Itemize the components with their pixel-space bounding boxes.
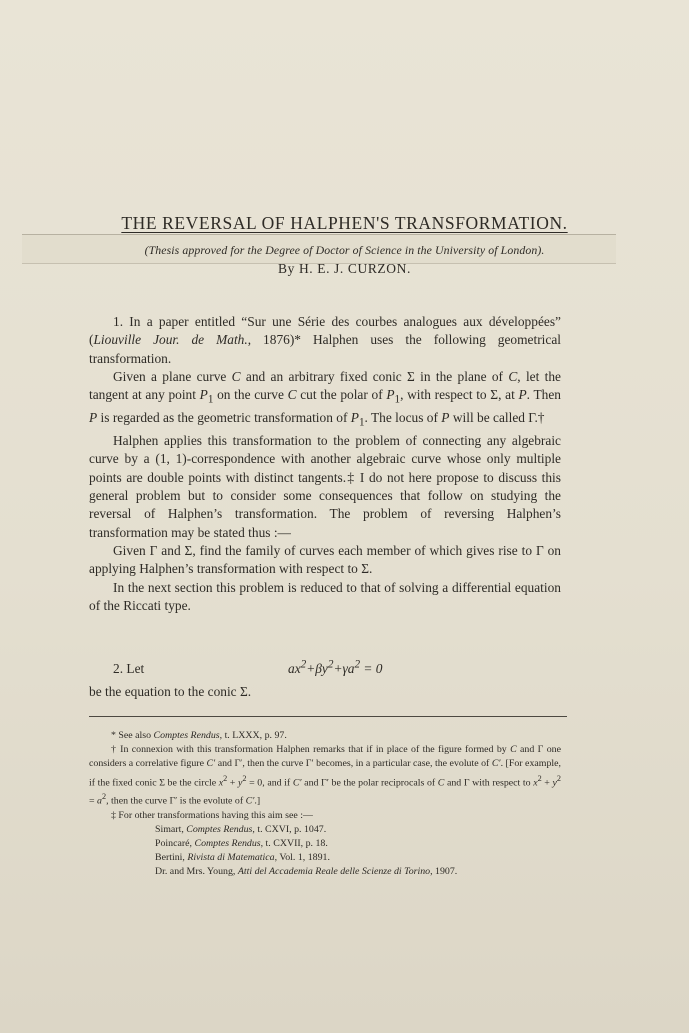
after-equation-text: be the equation to the conic Σ. (89, 684, 252, 699)
italic-text: x (218, 776, 224, 788)
reference-list (89, 823, 561, 880)
italic-text: P (199, 387, 208, 403)
supscript: 2 (327, 659, 334, 671)
italic-text: γa (342, 661, 355, 677)
italic-text: Comptes Rendus (186, 823, 253, 835)
reference-item: Dr. and Mrs. Young, Atti del Accademia Reale delle Scienze di Torino, 1907. (155, 866, 458, 878)
body-text (89, 313, 561, 615)
supscript: 2 (223, 773, 228, 783)
italic-text: P (89, 410, 98, 426)
italic-text: P (518, 387, 527, 403)
body-paragraph: In the next section this problem is reduced to that of solving a differential equation of the Riccati type. (89, 579, 561, 613)
footnote-divider (89, 716, 567, 717)
footnote-list (89, 729, 561, 823)
italic-text: C′ (245, 795, 255, 807)
italic-text: P (441, 410, 450, 426)
italic-text: Comptes Rendus (194, 838, 261, 850)
italic-text: C′ (206, 758, 216, 770)
author-line: By H. E. J. CURZON. (278, 261, 411, 276)
italic-text: C (231, 368, 241, 384)
subscript: 1 (207, 393, 214, 406)
italic-text: C (508, 368, 518, 384)
italic-text: Rivista di Matematica (187, 852, 275, 864)
body-paragraph: Given Γ and Σ, find the family of curves each member of which gives rise to Γ on applying Halphen’s transformation with respect to Σ. (89, 542, 561, 577)
italic-text: y (552, 776, 557, 788)
italic-text: y (238, 776, 243, 788)
italic-text: C (437, 776, 445, 788)
footnote: † In connexion with this transformation Halphen remarks that if in place of the figure formed by C and Γ one considers a correlative figure C′ and Γ′, then the curve Γ′ becomes, in a particular case, the evolute of C′. [For example, if the fixed conic Σ be the circle $x^2 + y^2 = 0$, and if C′ and Γ′ be the polar reciprocals of C and Γ with respect to $x^2 + y^2 = a^2$, then the curve Γ′ is the evolute of C′.] (89, 744, 562, 807)
reference-item: Poincaré, Comptes Rendus, t. CXVII, p. 18. (155, 838, 328, 850)
italic-text: P (386, 387, 395, 403)
reference-item: Simart, Comptes Rendus, t. CXVI, p. 1047. (155, 823, 327, 835)
supscript: 2 (101, 792, 107, 802)
italic-text: C′ (491, 758, 501, 770)
body-paragraph: 1. In a paper entitled “Sur une Série des courbes analogues aux développées” (Liouville Jour. de Math., 1876)* Halphen uses the following geometrical transformation. (89, 314, 561, 366)
supscript: 2 (556, 773, 562, 783)
italic-text: a (97, 795, 102, 807)
italic-text: C (287, 387, 297, 403)
footnote: * See also Comptes Rendus, t. LXXX, p. 97. (111, 730, 287, 741)
supscript: 2 (537, 773, 542, 783)
italic-text: P (350, 410, 359, 426)
body-paragraph: Given a plane curve C and an arbitrary fixed conic Σ in the plane of C, let the tangent at any point $P_1$ on the curve C cut the polar of $P_1$, with respect to Σ, at P. Then P is regarded as the geometric transformation of $P_1$. The locus of P will be called Γ.† (89, 368, 561, 429)
subscript: 1 (358, 416, 365, 429)
paper-subtitle: (Thesis approved for the Degree of Doctor of Science in the University of London). (144, 243, 545, 257)
italic-text: x (533, 776, 538, 788)
subscript: 1 (394, 393, 401, 406)
supscript: 2 (242, 773, 247, 783)
supscript: 2 (354, 659, 361, 671)
supscript: 2 (300, 659, 307, 671)
footnotes (89, 729, 561, 880)
body-paragraph: Halphen applies this transformation to the problem of connecting any algebraic curve by a (1, 1)-correspondence with another algebraic curve whose only multiple points are double points with distinct tangents.‡ I do not here propose to discuss this general problem but to consider some consequences that follow on studying the reversal of Halphen’s transformation. The problem of reversing Halphen’s transformation may be stated thus :— (89, 433, 561, 540)
italic-text: βy (315, 661, 328, 677)
reference-item: Bertini, Rivista di Matematica, Vol. 1, 1891. (155, 852, 330, 864)
conic-equation: $ax^2+\beta y^2+\gamma a^2 = 0$ (288, 659, 383, 677)
italic-text: Comptes Rendus (153, 730, 220, 741)
italic-text: Liouville Jour. de Math. (93, 332, 248, 348)
italic-text: C′ (292, 776, 302, 788)
footnote: ‡ For other transformations having this aim see :— (111, 809, 313, 821)
paper-title: THE REVERSAL OF HALPHEN'S TRANSFORMATION. (121, 213, 568, 233)
italic-text: C (510, 744, 517, 756)
section-2-equation-row (113, 659, 553, 677)
italic-text: Atti del Accademia Reale delle Scienze di Torino (237, 866, 431, 878)
italic-text: ax (288, 661, 301, 677)
section-2-lead: 2. Let (113, 661, 145, 677)
